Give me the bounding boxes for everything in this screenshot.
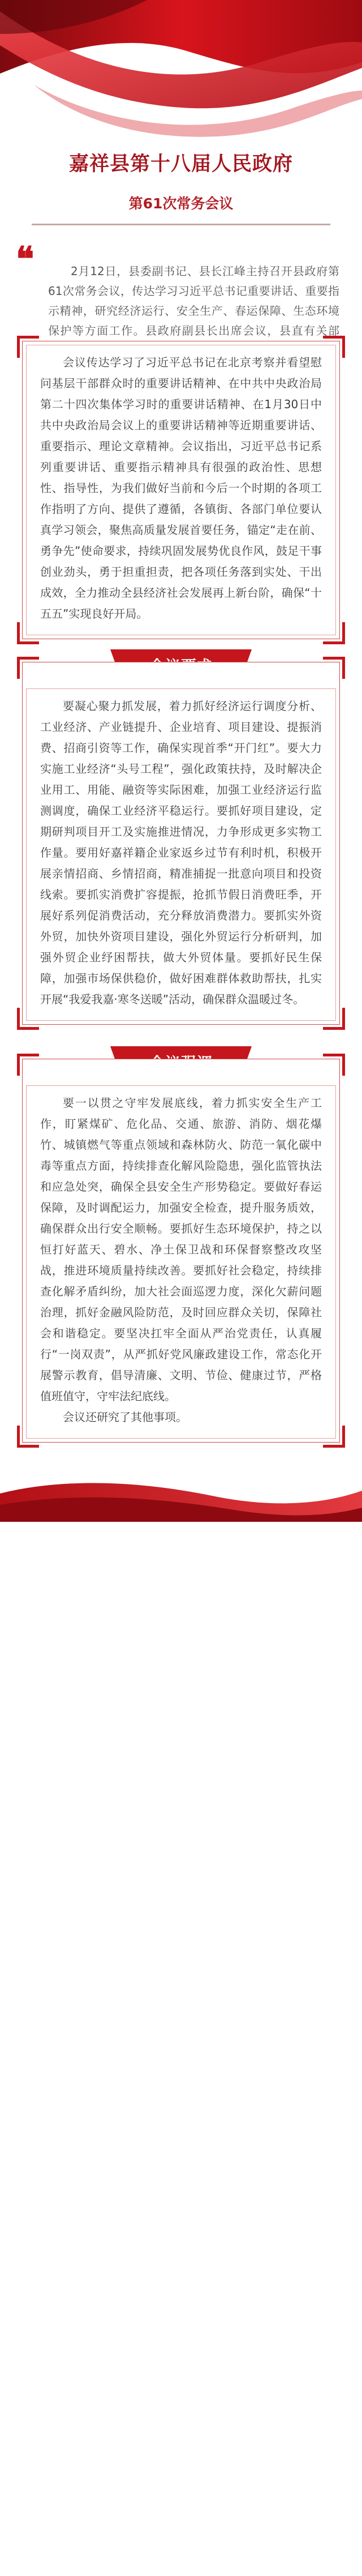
corner-decoration — [17, 336, 39, 358]
body-paragraph: 要一以贯之守牢发展底线，着力抓实安全生产工作，盯紧煤矿、危化品、交通、旅游、消防、烟花爆竹、城镇燃气等重点领域和森林防火、防范一氧化碳中毒等重点方面，持续排查化解风险隐患，强化监管执法和应急处突，确保全县安全生产形势稳定。要做好春运保障，及时调配运力，加强安全检查，提升服务质效，确保群众出行安全顺畅。要抓好生态环境保护，持之以恒打好蓝天、碧水、净土保卫战和环保督察整改攻坚战，推进环境质量持续改善。要抓好社会稳定，持续排查化解矛盾纠纷，加大社会面巡逻力度，深化欠薪问题治理，抓好金融风险防范，及时回应群众关切，保障社会和谐稳定。要坚决扛牢全面从严治党责任，认真履行“一岗双责”，从严抓好党风廉政建设工作，常态化开展警示教育，倡导清廉、文明、节俭、健康过节，严格值班值守，守牢法纪底线。 — [40, 1096, 322, 1403]
corner-decoration — [17, 1008, 39, 1030]
body-paragraph: 会议传达学习了习近平总书记在北京考察并看望慰问基层干部群众时的重要讲话精神、在中共中央政治局第二十四次集体学习时的重要讲话精神、在1月30日中共中央政治局会议上的重要讲话精神等近期重要讲话、重要指示、理论文章精神。会议指出，习近平总书记系列重要讲话、重要指示精神具有很强的政治性、思想性、指导性，为我们做好当前和今后一个时期的各项工作指明了方向、提供了遵循，各镇街、各部门单位要认真学习领会，聚焦高质量发展首要任务，锚定“走在前、勇争先”使命要求，持续巩固发展势优良作风，鼓足干事创业劲头，勇于担重担责，把各项任务落到实处、干出成效，全力推动全县经济社会发展再上新台阶，确保“十五五”实现良好开局。 — [40, 356, 322, 621]
corner-decoration — [17, 622, 39, 644]
red-ribbon-decoration — [0, 0, 362, 142]
content-box-emphasis — [22, 1059, 340, 1443]
body-paragraph: 要凝心聚力抓发展，着力抓好经济运行调度分析、工业经济、产业链提升、企业培育、项目建设、提振消费、招商引资等工作，确保实现首季“开门红”。要大力实施工业经济“头号工程”，强化政策扶持，及时解决企业用工、用能、融资等实际困难，加强工业经济运行监测调度，确保工业经济平稳运行。要抓好项目建设，定期研判项目开工及实施推进情况，力争形成更多实物工作量。要用好嘉祥籍企业家返乡过节有利时机，积极开展亲情招商、乡情招商，精准捕捉一批意向项目和投资线索。要抓实消费扩容提振，抢抓节假日消费旺季，开展好系列促消费活动，充分释放消费潜力。要抓实外资外贸，加快外资项目建设，强化外贸运行分析研判，加强外贸企业纾困帮扶，做大外贸体量。要抓好民生保障，加强市场保供稳价，做好困难群体救助帮扶，扎实开展“我爱我嘉·寒冬送暖”活动，确保群众温暖过冬。 — [40, 699, 322, 1006]
corner-decoration — [323, 1054, 345, 1076]
title-divider — [32, 224, 330, 225]
header-banner — [0, 0, 362, 337]
page-subtitle: 第61次常务会议 — [128, 195, 234, 212]
open-quote-icon: ❝ — [16, 239, 35, 279]
corner-decoration — [323, 622, 345, 644]
red-wave-decoration — [0, 1443, 362, 1522]
corner-decoration — [17, 657, 39, 679]
corner-decoration — [323, 1008, 345, 1030]
corner-decoration — [323, 336, 345, 358]
body-paragraph: 会议还研究了其他事项。 — [63, 1410, 187, 1424]
content-box-summary — [22, 341, 340, 639]
intro-paragraph: 2月12日，县委副书记、县长江峰主持召开县政府第61次常务会议，传达学习习近平总书记重要讲话、重要指示精神，研究经济运行、安全生产、春运保障、生态环境保护等方面工作。县政府副县长出席会议，县直有关部 — [48, 264, 339, 337]
corner-decoration — [17, 1054, 39, 1076]
corner-decoration — [323, 657, 345, 679]
page-title: 嘉祥县第十八届人民政府 — [68, 153, 293, 176]
footer-ribbon — [0, 1443, 362, 1522]
content-box-requirements — [22, 662, 340, 1025]
